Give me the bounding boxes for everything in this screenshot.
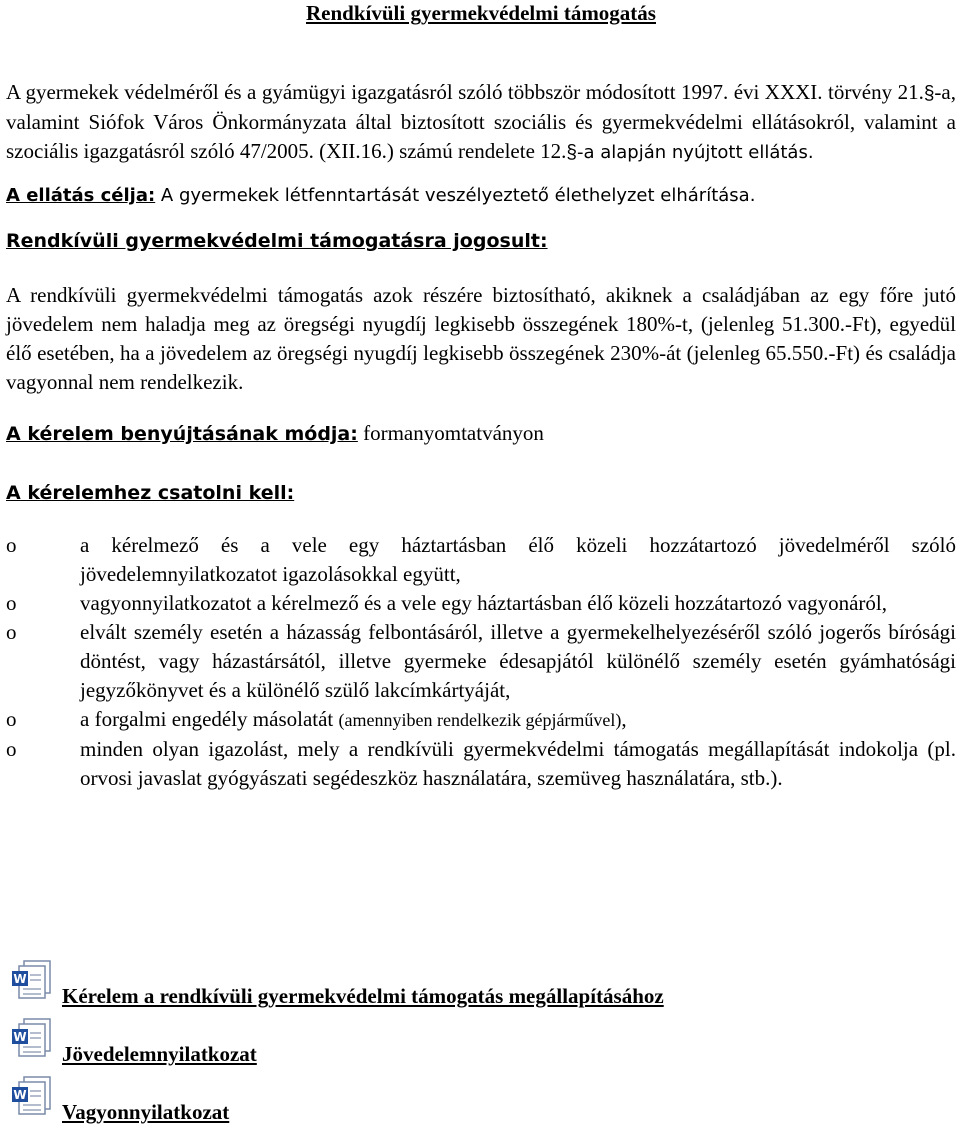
intro-text-1: A gyermekek védelméről és a gyámügyi igazgatásról szóló többször módosított 1997. évi XXXI. törvény 21.	[6, 80, 924, 104]
eligible-heading: Rendkívüli gyermekvédelmi támogatásra jogosult:	[6, 230, 548, 252]
bullet-o: o	[6, 620, 17, 644]
download-link-vagyonnyilatkozat[interactable]: Vagyonnyilatkozat	[62, 1100, 230, 1124]
svg-text:W: W	[13, 972, 27, 986]
list-item-end: ,	[621, 707, 627, 731]
section-sign: §	[566, 142, 577, 163]
download-item	[6, 955, 946, 1013]
submission-line	[6, 419, 956, 448]
list-item-text: elvált személy esetén a házasság felbontásáról, illetve a gyermekelhelyezéséről szóló jogerős bírósági döntést, vagy házastársától, illetve gyermeke édesapjától különélő személy esetén gyámhatósági jegyzőkönyvet és a különélő szülő lakcímkártyáját,	[80, 620, 956, 702]
bullet-o: o	[6, 591, 17, 615]
goal-label: A ellátás célja:	[6, 185, 156, 206]
download-list	[6, 955, 946, 1129]
attachments-label: A kérelemhez csatolni kell:	[6, 482, 295, 504]
document-page	[6, 0, 956, 793]
bullet-o: o	[6, 533, 17, 557]
list-item	[6, 618, 956, 705]
submission-text: formanyomtatványon	[357, 421, 544, 445]
list-item-note: (amennyiben rendelkezik gépjárművel)	[338, 710, 622, 730]
list-item-text: a forgalmi engedély másolatát	[80, 707, 339, 731]
list-item	[6, 705, 956, 735]
page-title: Rendkívüli gyermekvédelmi támogatás	[306, 1, 656, 25]
goal-text: A gyermekek létfenntartását veszélyeztető élethelyzet elhárítása.	[155, 185, 756, 206]
eligible-paragraph: A rendkívüli gyermekvédelmi támogatás azok részére biztosítható, akiknek a családjában az egy főre jutó jövedelem nem haladja meg az öregségi nyugdíj legkisebb összegének 180%-t, (jelenleg 51.300.-Ft), egyedül élő esetében, ha a jövedelem az öregségi nyugdíj legkisebb összegének 230%-át (jelenleg 65.550.-Ft) és családja vagyonnal nem rendelkezik.	[6, 283, 956, 394]
word-document-icon[interactable]	[10, 1017, 58, 1063]
attachments-heading	[6, 478, 956, 507]
list-item-text: minden olyan igazolást, mely a rendkívüli gyermekvédelmi támogatás megállapítását indokolja (pl. orvosi javaslat gyógyászati segédeszköz használatára, szemüveg használatára, stb.).	[80, 737, 956, 790]
download-item	[6, 1071, 946, 1129]
intro-text-2: -a, valamint Siófok Város Önkormányzata által biztosított szociális és gyermekvédelmi ellátásokról, valamint a szociális igazgatásról szóló 47/2005. (XII.16.) számú rendelete 12.	[6, 80, 956, 163]
word-document-icon[interactable]	[10, 1075, 58, 1121]
intro-paragraph	[6, 78, 956, 167]
section-sign: §	[923, 83, 935, 104]
bullet-o: o	[6, 737, 17, 761]
attachments-list	[6, 531, 956, 793]
list-item	[6, 531, 956, 589]
word-document-icon[interactable]	[10, 959, 58, 1005]
download-link-jovedelemnyilatkozat[interactable]: Jövedelemnyilatkozat	[62, 1042, 257, 1066]
list-item	[6, 735, 956, 793]
list-item-text: vagyonnyilatkozatot a kérelmező és a vele egy háztartásban élő közeli hozzátartozó vagyonáról,	[80, 591, 887, 615]
svg-text:W: W	[13, 1030, 27, 1044]
download-item	[6, 1013, 946, 1071]
download-link-kerelem[interactable]: Kérelem a rendkívüli gyermekvédelmi támogatás megállapításához	[62, 984, 664, 1008]
bullet-o: o	[6, 707, 17, 731]
submission-label: A kérelem benyújtásának módja:	[6, 423, 358, 445]
list-item	[6, 589, 956, 618]
list-item-text: a kérelmező és a vele egy háztartásban élő közeli hozzátartozó jövedelméről szóló jövedelemnyilatkozatot igazolásokkal együtt,	[80, 533, 956, 586]
intro-text-3: -a alapján nyújtott ellátás.	[577, 142, 814, 163]
goal-paragraph	[6, 183, 956, 209]
svg-text:W: W	[13, 1088, 27, 1102]
